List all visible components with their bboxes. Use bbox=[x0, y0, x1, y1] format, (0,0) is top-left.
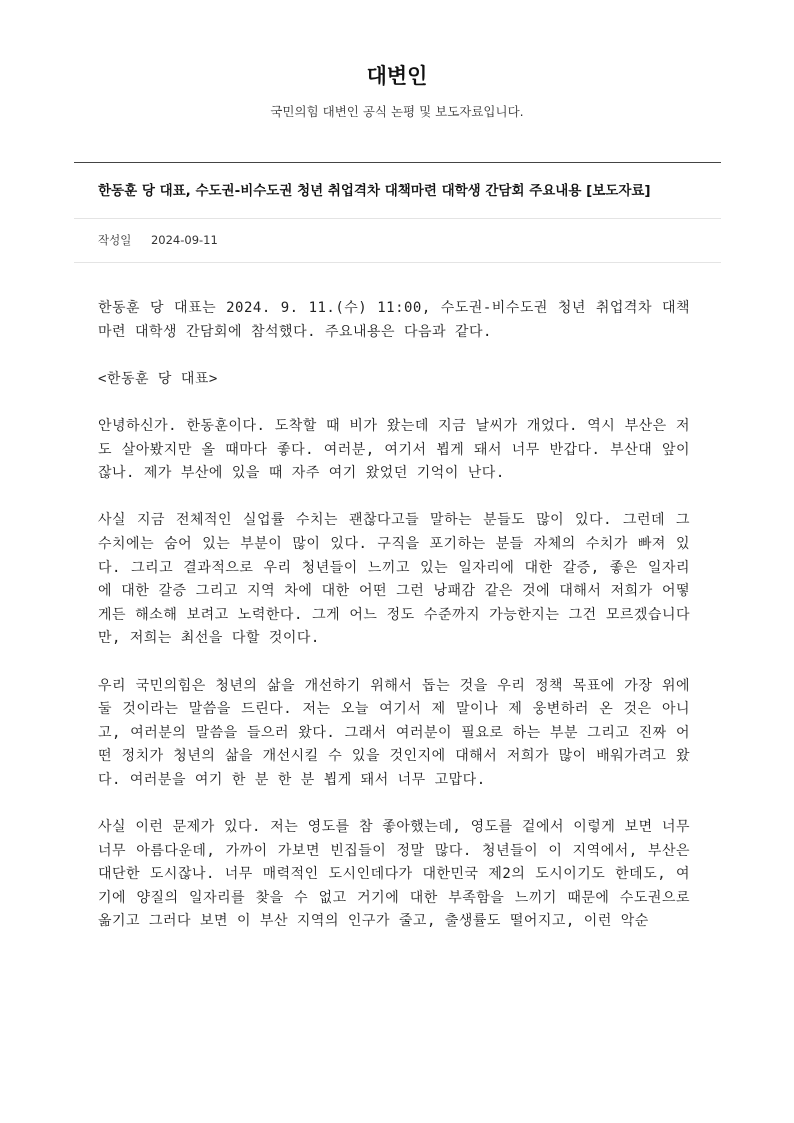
page-subtitle: 국민의힘 대변인 공식 논평 및 보도자료입니다. bbox=[270, 104, 524, 119]
article-date: 2024-09-11 bbox=[150, 233, 218, 247]
page-title: 대변인 bbox=[366, 64, 428, 88]
title-divider bbox=[74, 218, 721, 219]
date-label: 작성일 bbox=[98, 233, 132, 247]
body-paragraph: 안녕하신가. 한동훈이다. 도착할 때 비가 왔는데 지금 날씨가 개었다. 역시 부산은 저도 살아봤지만 올 때마다 좋다. 여러분, 여기서 뵙게 돼서 너무 반갑다. 부산대 앞이잖나. 제가 부산에 있을 때 자주 여기 왔었던 기억이 난다. bbox=[98, 417, 690, 482]
body-paragraph: 한동훈 당 대표는 2024. 9. 11.(수) 11:00, 수도권-비수도권 청년 취업격차 대책마련 대학생 간담회에 참석했다. 주요내용은 다음과 같다. bbox=[98, 300, 690, 340]
article-body bbox=[98, 297, 690, 958]
header-divider bbox=[74, 162, 721, 163]
meta-divider bbox=[74, 262, 721, 263]
speaker-heading: <한동훈 당 대표> bbox=[98, 370, 218, 387]
body-paragraph: 사실 이런 문제가 있다. 저는 영도를 참 좋아했는데, 영도를 겉에서 이렇게 보면 너무너무 아름다운데, 가까이 가보면 빈집들이 정말 많다. 청년들이 이 지역에서, 부산은 대단한 도시잖나. 너무 매력적인 도시인데다가 대한민국 제2의 도시이기도 한데도, 여기에 양질의 일자리를 찾을 수 없고 거기에 대한 부족함을 느끼기 때문에 수도권으로 옮기고 그러다 보면 이 부산 지역의 인구가 줄고, 출생률도 떨어지고, 이런 악순 bbox=[98, 819, 690, 930]
article-meta bbox=[98, 229, 218, 251]
article-title: 한동훈 당 대표, 수도권-비수도권 청년 취업격차 대책마련 대학생 간담회 주요내용 [보도자료] bbox=[98, 183, 651, 199]
body-paragraph: 사실 지금 전체적인 실업률 수치는 괜찮다고들 말하는 분들도 많이 있다. 그런데 그 수치에는 숨어 있는 부분이 많이 있다. 구직을 포기하는 분들 자체의 수치가 빠져 있다. 그리고 결과적으로 우리 청년들이 느끼고 있는 일자리에 대한 갈증, 좋은 일자리에 대한 갈증 그리고 지역 차에 대한 어떤 그런 낭패감 같은 것에 대해서 저희가 어떻게든 해소해 보려고 노력한다. 그게 어느 정도 수준까지 가능한지는 그건 모르겠습니다만, 저희는 최선을 다할 것이다. bbox=[98, 512, 690, 647]
body-paragraph: 우리 국민의힘은 청년의 삶을 개선하기 위해서 돕는 것을 우리 정책 목표에 가장 위에 둘 것이라는 말씀을 드린다. 저는 오늘 여기서 제 말이나 제 웅변하러 온 것은 아니고, 여러분의 말씀을 들으러 왔다. 그래서 여러분이 필요로 하는 부분 그리고 진짜 어떤 정치가 청년의 삶을 개선시킬 수 있을 것인지에 대해서 저희가 많이 배워가려고 왔다. 여러분을 여기 한 분 한 분 뵙게 돼서 너무 고맙다. bbox=[98, 677, 690, 788]
